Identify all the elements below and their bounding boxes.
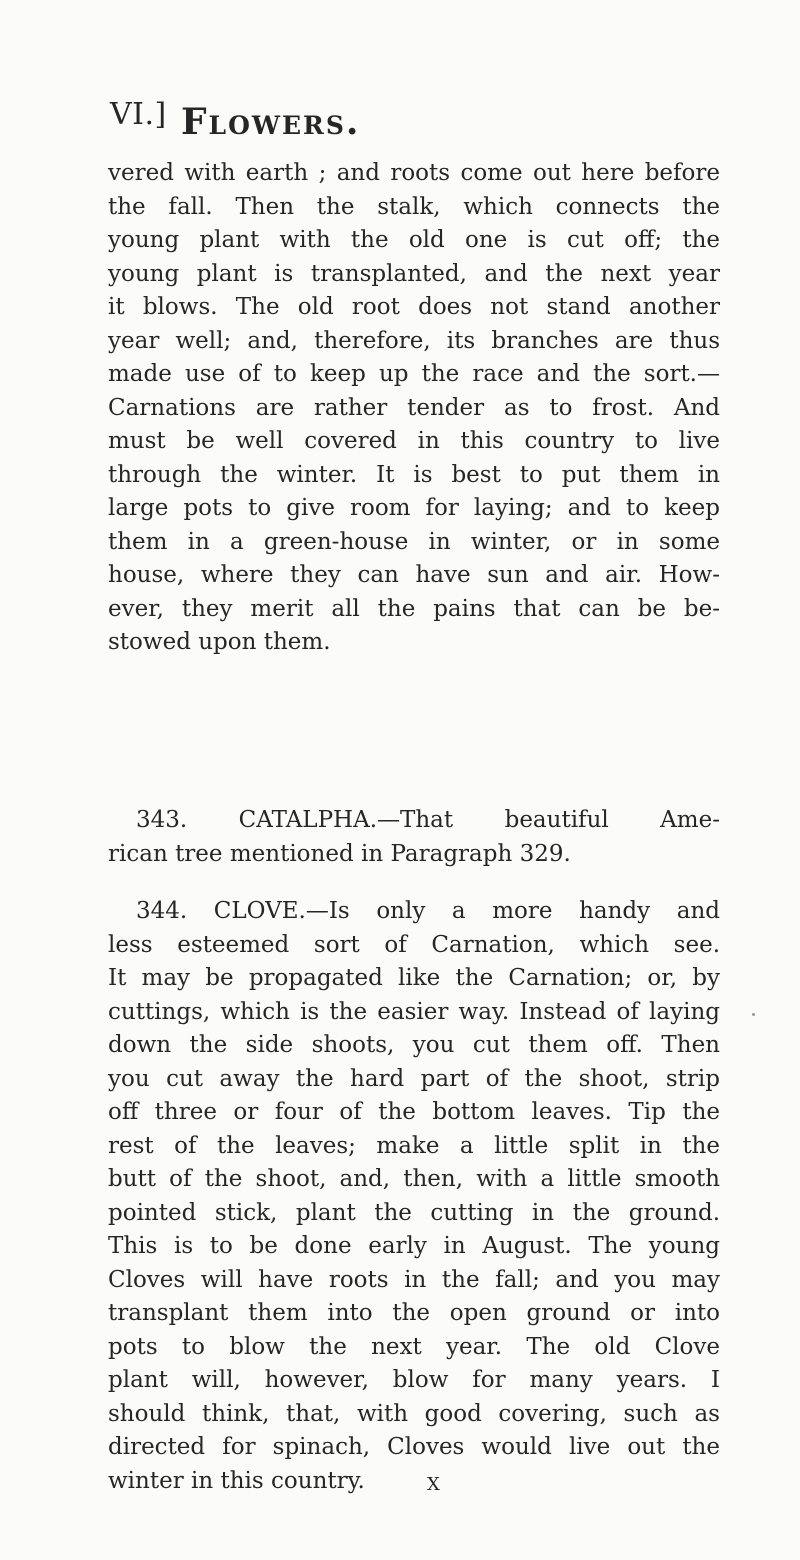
text-line: transplant them into the open ground or into bbox=[108, 1300, 720, 1326]
text-line: off three or four of the bottom leaves. Tip the bbox=[108, 1099, 720, 1125]
text-line: through the winter. It is best to put them in bbox=[108, 461, 720, 488]
text-line: rican tree mentioned in Paragraph 329. bbox=[108, 840, 571, 867]
text-line: stowed upon them. bbox=[108, 629, 331, 655]
text-line: It may be propagated like the Carnation; or, by bbox=[108, 965, 720, 991]
text-line: young plant with the old one is cut off; the bbox=[108, 227, 720, 253]
text-line: ever, they merit all the pains that can be be- bbox=[108, 595, 720, 622]
running-title: Flowers. bbox=[181, 101, 361, 143]
text-line: house, where they can have sun and air. How- bbox=[108, 562, 720, 588]
text-line: Carnations are rather tender as to frost. And bbox=[108, 394, 720, 421]
text-line: butt of the shoot, and, then, with a little smooth bbox=[108, 1166, 720, 1192]
text-line: down the side shoots, you cut them off. Then bbox=[108, 1032, 720, 1058]
paragraph-carnations bbox=[108, 157, 720, 660]
text-line: 344. CLOVE.—Is only a more handy and bbox=[136, 898, 720, 924]
text-line: Cloves will have roots in the fall; and you may bbox=[108, 1266, 720, 1293]
text-line: made use of to keep up the race and the sort.— bbox=[108, 361, 720, 387]
text-line: vered with earth ; and roots come out here before bbox=[108, 160, 720, 186]
chapter-number: VI.] bbox=[110, 97, 167, 132]
paragraph-clove bbox=[108, 895, 720, 1498]
text-line: rest of the leaves; make a little split in the bbox=[108, 1132, 720, 1159]
text-line: it blows. The old root does not stand another bbox=[108, 294, 720, 320]
signature-mark: X bbox=[427, 1474, 440, 1495]
text-line: winter in this country. bbox=[108, 1467, 365, 1494]
text-line: This is to be done early in August. The young bbox=[108, 1233, 720, 1259]
text-line: must be well covered in this country to live bbox=[108, 428, 720, 454]
text-line: pots to blow the next year. The old Clove bbox=[108, 1333, 720, 1360]
text-line: plant will, however, blow for many years. I bbox=[108, 1367, 720, 1393]
text-line: them in a green-house in winter, or in some bbox=[108, 528, 720, 555]
text-line: cuttings, which is the easier way. Instead of laying bbox=[108, 998, 720, 1025]
text-line: less esteemed sort of Carnation, which see. bbox=[108, 931, 720, 958]
text-line: year well; and, therefore, its branches are thus bbox=[108, 327, 720, 354]
paper-speck bbox=[752, 1013, 755, 1016]
text-line: should think, that, with good covering, such as bbox=[108, 1400, 720, 1427]
text-line: young plant is transplanted, and the next year bbox=[108, 260, 720, 287]
text-line: large pots to give room for laying; and to keep bbox=[108, 495, 720, 521]
text-line: you cut away the hard part of the shoot, strip bbox=[108, 1065, 720, 1092]
text-line: pointed stick, plant the cutting in the ground. bbox=[108, 1199, 720, 1226]
text-line: 343. CATALPHA.—That beautiful Ame- bbox=[136, 807, 720, 833]
paragraph-catalpha bbox=[108, 804, 720, 871]
text-line: the fall. Then the stalk, which connects the bbox=[108, 193, 720, 220]
text-line: directed for spinach, Cloves would live out the bbox=[108, 1434, 720, 1460]
